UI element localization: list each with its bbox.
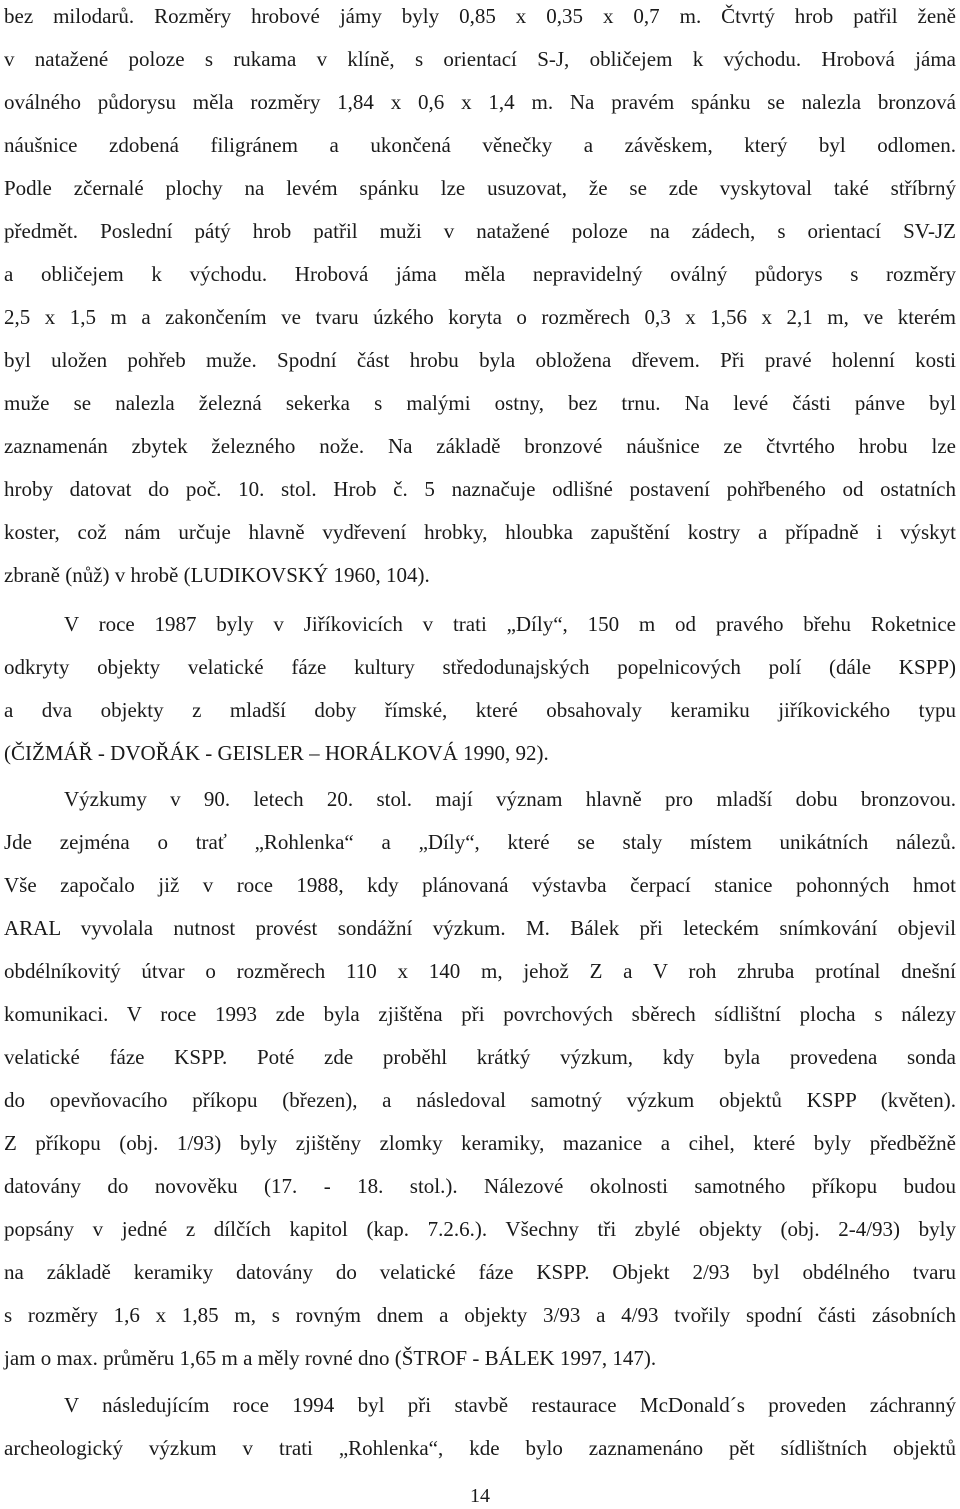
text-line: (ČIŽMÁŘ - DVOŘÁK - GEISLER – HORÁLKOVÁ 1990, 92). [4, 741, 549, 765]
text-line: obdélníkovitý útvar o rozměrech 110 x 140 m, jehož Z a V roh zhruba protínal dnešní [4, 959, 956, 983]
text-line: oválného půdorysu měla rozměry 1,84 x 0,6 x 1,4 m. Na pravém spánku se nalezla bronzová [4, 90, 956, 114]
text-line: s rozměry 1,6 x 1,85 m, s rovným dnem a objekty 3/93 a 4/93 tvořily spodní části zásobních [4, 1303, 956, 1327]
text-line: předmět. Poslední pátý hrob patřil muži v natažené poloze na zádech, s orientací SV-JZ [4, 219, 956, 243]
text-line: a obličejem k východu. Hrobová jáma měla nepravidelný oválný půdorys s rozměry [4, 262, 956, 286]
text-line: zbraně (nůž) v hrobě (LUDIKOVSKÝ 1960, 104). [4, 563, 430, 587]
text-line: velatické fáze KSPP. Poté zde proběhl krátký výzkum, kdy byla provedena sonda [4, 1045, 956, 1069]
text-line: byl uložen pohřeb muže. Spodní část hrobu byla obložena dřevem. Při pravé holenní kosti [4, 348, 956, 372]
text-line: muže se nalezla železná sekerka s malými ostny, bez trnu. Na levé části pánve byl [4, 391, 956, 415]
text-line: na základě keramiky datovány do velatické fáze KSPP. Objekt 2/93 byl obdélného tvaru [4, 1260, 956, 1284]
text-line: do opevňovacího příkopu (březen), a následoval samotný výzkum objektů KSPP (květen). [4, 1088, 956, 1112]
text-line: ARAL vyvolala nutnost provést sondážní výzkum. M. Bálek při leteckém snímkování objevil [4, 916, 956, 940]
text-line: popsány v jedné z dílčích kapitol (kap. 7.2.6.). Všechny tři zbylé objekty (obj. 2-4/93) byly [4, 1217, 956, 1241]
page-number: 14 [470, 1485, 490, 1507]
text-line: náušnice zdobená filigránem a ukončená věnečky a závěskem, který byl odlomen. [4, 133, 956, 157]
text-line: Vše započalo již v roce 1988, kdy plánovaná výstavba čerpací stanice pohonných hmot [4, 873, 956, 897]
text-line: odkryty objekty velatické fáze kultury středodunajských popelnicových polí (dále KSPP) [4, 655, 956, 679]
text-line: koster, což nám určuje hlavně vydřevení hrobky, hloubka zapuštění kostry a případně i výskyt [4, 520, 956, 544]
text-line: 2,5 x 1,5 m a zakončením ve tvaru úzkého koryta o rozměrech 0,3 x 1,56 x 2,1 m, ve kterém [4, 305, 956, 329]
text-line: Z příkopu (obj. 1/93) byly zjištěny zlomky keramiky, mazanice a cihel, které byly předběžně [4, 1131, 956, 1155]
text-line: Výzkumy v 90. letech 20. stol. mají význam hlavně pro mladší dobu bronzovou. [64, 787, 956, 811]
text-line: hroby datovat do poč. 10. stol. Hrob č. 5 naznačuje odlišné postavení pohřbeného od ostatních [4, 477, 956, 501]
text-line: datovány do novověku (17. - 18. stol.). Nálezové okolnosti samotného příkopu budou [4, 1174, 956, 1198]
text-line: bez milodarů. Rozměry hrobové jámy byly 0,85 x 0,35 x 0,7 m. Čtvrtý hrob patřil ženě [4, 4, 956, 28]
text-line: jam o max. průměru 1,65 m a měly rovné dno (ŠTROF - BÁLEK 1997, 147). [4, 1346, 657, 1370]
text-line: V roce 1987 byly v Jiříkovicích v trati „Díly“, 150 m od pravého břehu Roketnice [64, 612, 956, 636]
text-line: zaznamenán zbytek železného nože. Na základě bronzové náušnice ze čtvrtého hrobu lze [4, 434, 956, 458]
document-page [4, 0, 956, 1509]
text-line: archeologický výzkum v trati „Rohlenka“, kde bylo zaznamenáno pět sídlištních objektů [4, 1436, 956, 1460]
text-line: komunikaci. V roce 1993 zde byla zjištěna při povrchových sběrech sídlištní plocha s nálezy [4, 1002, 956, 1026]
text-line: Jde zejména o trať „Rohlenka“ a „Díly“, které se staly místem unikátních nálezů. [4, 830, 956, 854]
text-line: v natažené poloze s rukama v klíně, s orientací S-J, obličejem k východu. Hrobová jáma [4, 47, 956, 71]
text-line: Podle zčernalé plochy na levém spánku lze usuzovat, že se zde vyskytoval také stříbrný [4, 176, 956, 200]
text-line: V následujícím roce 1994 byl při stavbě restaurace McDonald´s proveden záchranný [64, 1393, 956, 1417]
text-line: a dva objekty z mladší doby římské, které obsahovaly keramiku jiříkovického typu [4, 698, 956, 722]
